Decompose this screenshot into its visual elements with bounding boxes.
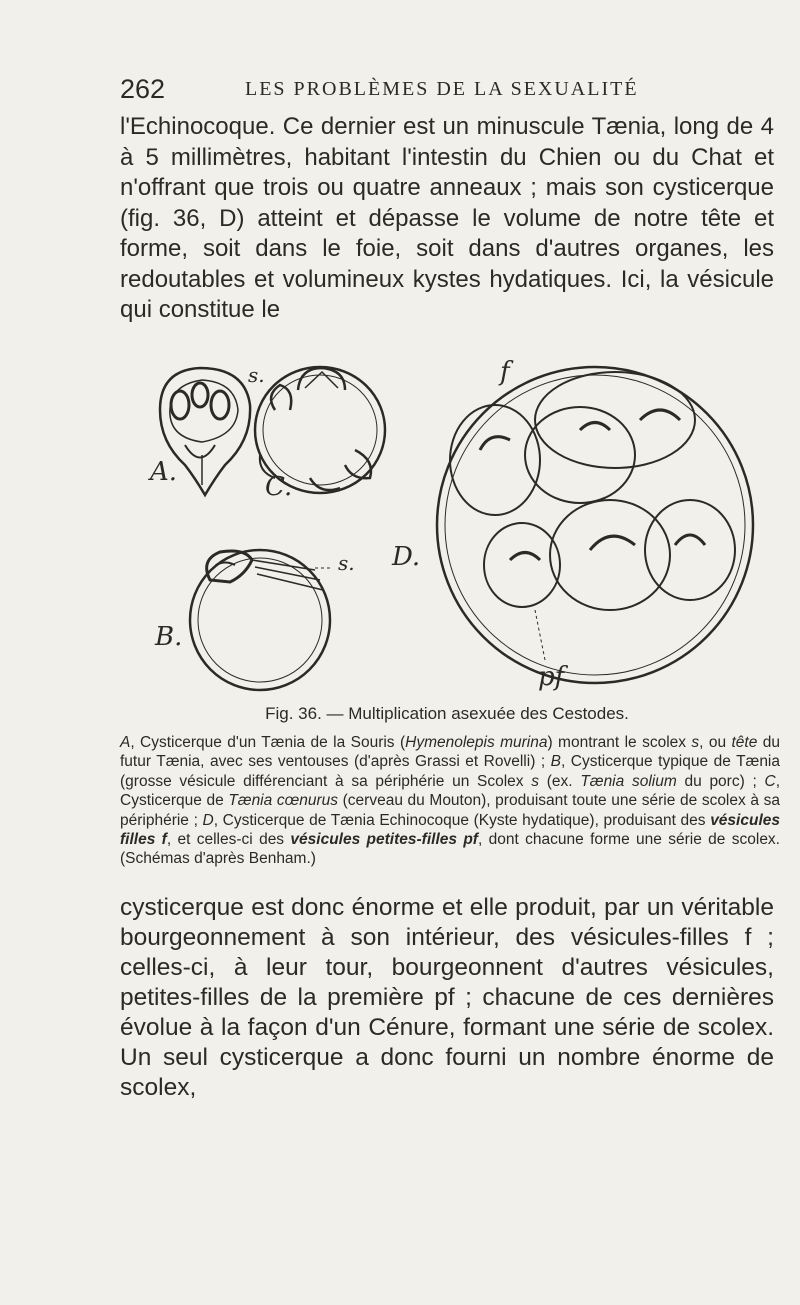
legend-b-s: s <box>531 772 540 790</box>
legend-b-species: Tænia solium <box>580 772 677 790</box>
page-number: 262 <box>120 74 166 104</box>
legend-a-tete: tête <box>731 734 758 751</box>
legend-c-text: (cerveau du Mouton), produisant toute une série de scolex à sa périphérie ; <box>120 792 780 829</box>
legend-c-species: Tænia cœnurus <box>228 792 339 810</box>
legend-a-text: , Cysticerque d'un Tænia de la Souris ( <box>130 734 406 751</box>
legend-c-letter: C <box>764 772 776 790</box>
label-d: D. <box>392 542 421 572</box>
figure-36-illustration <box>140 360 780 700</box>
running-title: LES PROBLÈMES DE LA SEXUALITÉ <box>245 78 639 100</box>
figure-legend <box>120 733 780 869</box>
legend-a-text: , ou <box>699 734 732 751</box>
legend-d-text: , et celles-ci des <box>166 831 291 849</box>
legend-b-text: , Cysticerque typique de Tænia (grosse vésicule différenciant à sa périphérie un Scolex <box>120 753 780 790</box>
cysticercus-b <box>190 550 330 690</box>
label-b: B. <box>155 622 183 652</box>
legend-b-letter: B <box>550 753 561 771</box>
paragraph-bottom: cysticerque est donc énorme et elle produit, par un véritable bourgeonnement à son intérieur, des vésicules-filles f ; celles-ci, à leur tour, bourgeonnent d'autres vésicules, petites-filles de la première pf ; chacune de ces dernières évolue à la façon d'un Cénure, formant une série de scolex. Un seul cysticerque a donc fourni un nombre énorme de scolex, <box>120 894 774 1101</box>
legend-b-text: du porc) ; <box>676 772 765 790</box>
legend-a-text: du futur Tænia, avec ses ventouses (d'après Grassi et Rovelli) ; <box>120 734 780 771</box>
page-header <box>120 70 760 110</box>
label-f: f <box>500 360 510 387</box>
label-c: C. <box>265 472 293 502</box>
legend-d-letter: D <box>202 811 214 829</box>
legend-a-s: s <box>691 734 700 751</box>
label-s-top: s. <box>248 363 265 387</box>
legend-d-petites-filles: vésicules petites-filles pf <box>290 831 478 849</box>
legend-b-text: (ex. <box>539 772 581 790</box>
figure-caption-title: Fig. 36. — Multiplication asexuée des Cestodes. <box>265 704 629 723</box>
legend-c-text: , Cysticerque de <box>120 772 781 810</box>
legend-d-text: , dont chacune forme une série de scolex. (Schémas d'après Benham.) <box>120 831 780 868</box>
legend-a-species: Hymenolepis murina <box>405 734 548 751</box>
legend-a-letter: A <box>120 734 131 751</box>
legend-d-vesicules-filles: vésicules filles f <box>120 811 780 849</box>
label-s-right: s. <box>338 551 355 575</box>
legend-a-text: ) montrant le scolex <box>547 734 692 751</box>
paragraph-top: l'Echinocoque. Ce dernier est un minuscule Tænia, long de 4 à 5 millimètres, habitant l'intestin du Chien ou du Chat et n'offrant que trois ou quatre anneaux ; mais son cysticerque (fig. 36, D) atteint et dépasse le volume de notre tête et forme, soit dans le foie, soit dans d'autres organes, les redoutables et volumineux kystes hydatiques. Ici, la vésicule qui constitue le <box>120 113 774 323</box>
legend-d-text: , Cysticerque de Tænia Echinocoque (Kyste hydatique), produisant des <box>213 811 711 829</box>
label-pf: pf <box>538 662 565 692</box>
label-a: A. <box>150 457 178 487</box>
cysticercus-d <box>437 367 753 683</box>
